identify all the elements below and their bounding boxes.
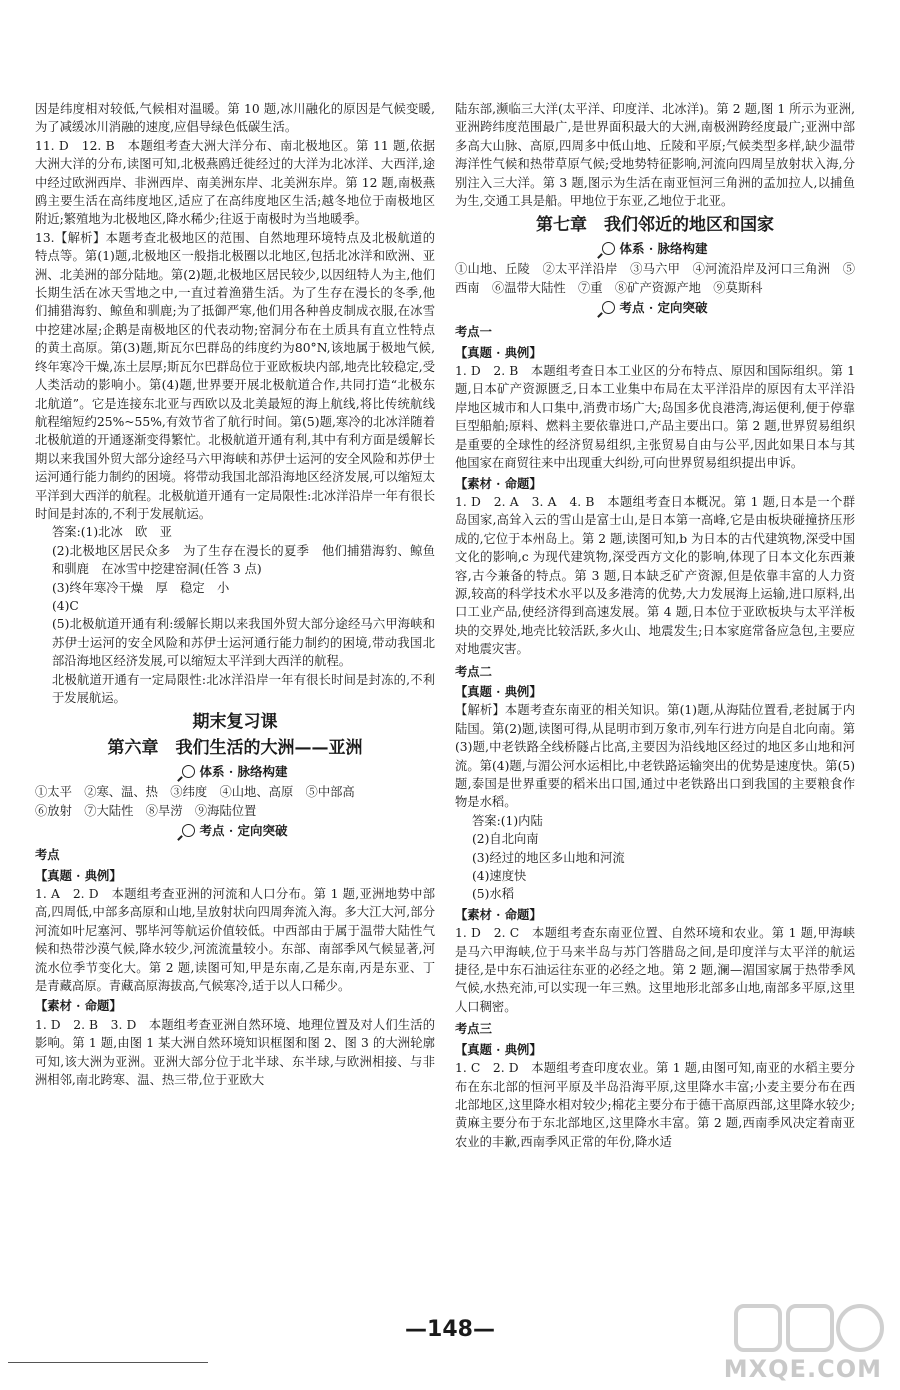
answer-line: (5)水稻 [472,887,515,902]
question-answer: 1. D 2. B 本题组考查日本工业区的分布特点、原因和国际组织。第 1 题,日本矿产资源匮乏,日本工业集中布局在太平洋沿岸的原因有太平洋沿岸地区城市和人口集中,消费市场广大;岛国多优良港湾,海运便利,便于停靠巨型船舶;原料、燃料主要依靠进口,产品主要出口。第 2 题,世界贸易组织是重要的全球性的经济贸易组织,主张贸易自由与公平,因此如果日本与其他国家在商贸往来中出现重大纠纷,可向世界贸易组织提出申诉。 [455,364,855,471]
footer-rule [8,1362,208,1363]
paragraph: 因是纬度相对较低,气候相对温暖。第 10 题,冰川融化的原因是气候变暖,为了减缓冰川消融的速度,应倡导绿色低碳生活。 [35,102,435,135]
review-title: 期末复习课 [192,712,278,733]
answer-line: 北极航道开通有一定局限性:北冰洋沿岸一年有很长时间是封冻的,不利于发展航运。 [52,672,435,705]
magnifier-icon [602,301,615,314]
question-answer: 1. C 2. D 本题组考查印度农业。第 1 题,由图可知,南亚的水稻主要分布在东北部的恒河平原及半岛沿海平原,这里降水丰富;小麦主要分布在西北部地区,这里降水相对较少;棉花主要分布于德干高原西部,这里降水较少;黄麻主要分布于东北部地区,这里降水丰富。第 2 题,西南季风决定着南亚农业的丰歉,西南季风正常的年份,降水适 [455,1061,855,1149]
answer-line: (2)北极地区居民众多 为了生存在漫长的夏季 他们捕猎海豹、鲸鱼和驯鹿 在冰雪中挖建窑洞(任答 3 点) [52,543,435,577]
exam-heading: 考点 · 定向突破 [35,820,435,842]
system-heading: 体系 · 脉络构建 [35,761,435,783]
answer-13-analysis: 13.【解析】本题考查北极地区的范围、自然地理环境特点及北极航道的特点等。第(1)题,北极地区一般指北极圈以北地区,包括北冰洋和欧洲、亚洲、北美洲的部分陆地。第(2)题,北极地区居民较少,以因纽特人为主,他们长期生活在冰天雪地之中,一直过着渔猎生活。为了生存在漫长的冬季,他们捕猎海豹、鲸鱼和驯鹿;为了抵御严寒,他们用各种兽皮制成衣服,在冰雪中挖建冰屋;企鹅是南极地区的代表动物;窑洞分布在土质具有直立性特点的黄土高原。第(3)题,斯瓦尔巴群岛的纬度约为80°N,该地属于极地气候,终年寒冷干燥,冻土层厚;斯瓦尔巴群岛位于亚欧板块内部,地壳比较稳定,受人类活动的影响小。第(4)题,世界要开展北极航道合作,共同打造“北极东北航道”。它是连接东北亚与西欧以及北美最短的海上航线,将比传统航线航程缩短约25%~55%,有效节省了航行时间。第(5)题,寒冷的北冰洋随着北极航道的开通逐渐变得繁忙。北极航道开通有利,其中有利方面是缓解长期以来我国外贸大部分途经马六甲海峡和苏伊士运河的安全风险和苏伊士运河通行能力制约的困境。将带动我国北部沿海地区经济发展,可以缩短太平洋到大西洋的航程。北极航道开通有一定局限性:北冰洋沿岸一年有很长时间是封冻的,不利于发展航运。 [35,230,435,521]
answer-11-12: 11. D 12. B 本题组考查大洲大洋分布、南北极地区。第 11 题,依据大洲大洋的分布,读图可知,北极燕鸥迁徙经过的大洋为北冰洋、大西洋,途中经过欧洲西岸、非洲西岸、南美洲东岸、北美洲东岸。第 12 题,南极燕鸥主要生活在高纬度地区,适应了在高纬度地区生活;越冬地位于南极地区附近;繁殖地为北极地区,降水稀少;往返于南极时为当地暖季。 [35,138,435,227]
question-answer: 1. A 2. D 本题组考查亚洲的河流和人口分布。第 1 题,亚洲地势中部高,四周低,中部多高原和山地,呈放射状向四周奔流入海。多大江大河,部分河流如叶尼塞河、鄂毕河等航运价值较低。中西部由于属于温带大陆性气候和热带沙漠气候,降水较少,河流流量较小。东部、南部季风气候显著,河流水位季节变化大。第 2 题,读图可知,甲是东南,乙是东南,丙是东亚、丁是青藏高原。青藏高原海拔高,气候寒冷,适于以人口稀少。 [35,887,435,994]
section-label: 【真题 · 典例】 [455,344,542,360]
answer-line: (2)自北向南 [472,832,539,847]
section-label: 【素材 · 命题】 [455,906,542,922]
answer-line: (4)速度快 [472,869,527,884]
exam-point-label: 考点三 [455,1021,492,1037]
question-answer: 【解析】本题考查东南亚的相关知识。第(1)题,从海陆位置看,老挝属于内陆国。第(2)题,读图可得,从昆明市到万象市,列车行进方向是自北向南。第(3)题,中老铁路全线桥隧占比高,主要因为沿线地区经过的地区多山地和河流。第(4)题,与湄公河水运相比,中老铁路运输突出的优势是速度快。第(5)题,泰国是世界重要的稻米出口国,通过中老铁路出口到我国的主要粮食作物是水稻。 [455,703,855,810]
section-label: 【真题 · 典例】 [35,867,122,883]
exam-heading: 考点 · 定向突破 [455,297,855,319]
paragraph: 陆东部,濒临三大洋(太平洋、印度洋、北冰洋)。第 2 题,图 1 所示为亚洲,亚洲跨纬度范围最广,是世界面积最大的大洲,南极洲跨经度最广;亚洲中部多高大山脉、高原,四周多中低山地、丘陵和平原;气候类型多样,缺少温带海洋性气候和热带草原气候;受地势特征影响,河流向四周呈放射状入海,分别注入三大洋。第 3 题,图示为生活在南亚恒河三角洲的孟加拉人,以捕鱼为生,交通工具是船。甲地位于东亚,乙地位于北亚。 [455,102,855,209]
section-label: 【素材 · 命题】 [455,475,542,491]
magnifier-icon [182,765,195,778]
system-items: ①太平 ②寒、温、热 ③纬度 ④山地、高原 ⑤中部高 [35,785,355,800]
question-answer: 1. D 2. B 3. D 本题组考查亚洲自然环境、地理位置及对人们生活的影响。第 1 题,由图 1 某大洲自然环境知识框图和图 2、图 3 的大洲轮廓可知,该大洲为亚洲。亚洲大部分位于北半球、东半球,与欧洲相接、与非洲相邻,南北跨寒、温、热三带,位于亚欧大 [35,1017,435,1088]
left-column [35,100,435,1090]
chapter-6-title: 第六章 我们生活的大洲——亚洲 [107,738,363,759]
system-heading: 体系 · 脉络构建 [455,238,855,260]
exam-point-label: 考点二 [455,663,492,679]
magnifier-icon [182,824,195,837]
page-number: —148— [405,1317,495,1342]
answer-line: (4)C [52,598,79,613]
answer-line: 答案:(1)内陆 [472,813,543,828]
answer-line: (5)北极航道开通有利:缓解长期以来我国外贸大部分途经马六甲海峡和苏伊士运河的安全风险和苏伊士运河通行能力制约的困境,带动我国北部沿海地区经济发展,可以缩短太平洋到大西洋的航程。 [52,617,435,669]
watermark-text: MXQE.COM [723,1355,882,1383]
section-label: 【素材 · 命题】 [35,998,122,1014]
answer-line: (3)终年寒冷干燥 厚 稳定 小 [52,580,230,595]
answer-line: 答案:(1)北冰 欧 亚 [52,525,172,540]
question-answer: 1. D 2. C 本题组考查东南亚位置、自然环境和农业。第 1 题,甲海峡是马六甲海峡,位于马来半岛与苏门答腊岛之间,是印度洋与太平洋的航运捷径,是中东石油运往东亚的必经之地。第 2 题,澜—湄国家属于热带季风气候,水热充沛,可以实现一年三熟。这里地形北部多山地,南部多平原,这里人口稠密。 [455,926,855,1014]
answer-line: (3)经过的地区多山地和河流 [472,850,625,865]
magnifier-icon [602,242,615,255]
section-label: 【真题 · 典例】 [455,683,542,699]
system-items: ⑥放射 ⑦大陆性 ⑧旱涝 ⑨海陆位置 [35,803,257,818]
section-label: 【真题 · 典例】 [455,1041,542,1057]
exam-point-label: 考点 [35,847,60,863]
right-column [455,100,855,1151]
exam-point-label: 考点一 [455,324,492,340]
system-items: ①山地、丘陵 ②太平洋沿岸 ③马六甲 ④河流沿岸及河口三角洲 ⑤西南 ⑥温带大陆性 ⑦重 ⑧矿产资源产地 ⑨莫斯科 [455,262,855,295]
question-answer: 1. D 2. A 3. A 4. B 本题组考查日本概况。第 1 题,日本是一个群岛国家,高耸入云的雪山是富士山,是日本第一高峰,它是由板块碰撞挤压形成的,它位于本州岛上。第 2 题,读图可知,b 为日本的古代建筑物,深受中国文化的影响,c 为现代建筑物,深受西方文化的影响,体现了日本文化东西兼容,古今兼备的特点。第 3 题,日本缺乏矿产资源,但是依靠丰富的人力资源,较高的科学技术水平以及多港湾的优势,大力发展海上运输,进口原料,出口工业产品,使经济得到高速发展。第 4 题,日本位于亚欧板块与太平洋板块的交界处,地壳比较活跃,多火山、地震发生;日本家庭常备应急包,主要应对地震灾害。 [455,494,855,657]
chapter-7-title: 第七章 我们邻近的地区和国家 [536,215,774,236]
